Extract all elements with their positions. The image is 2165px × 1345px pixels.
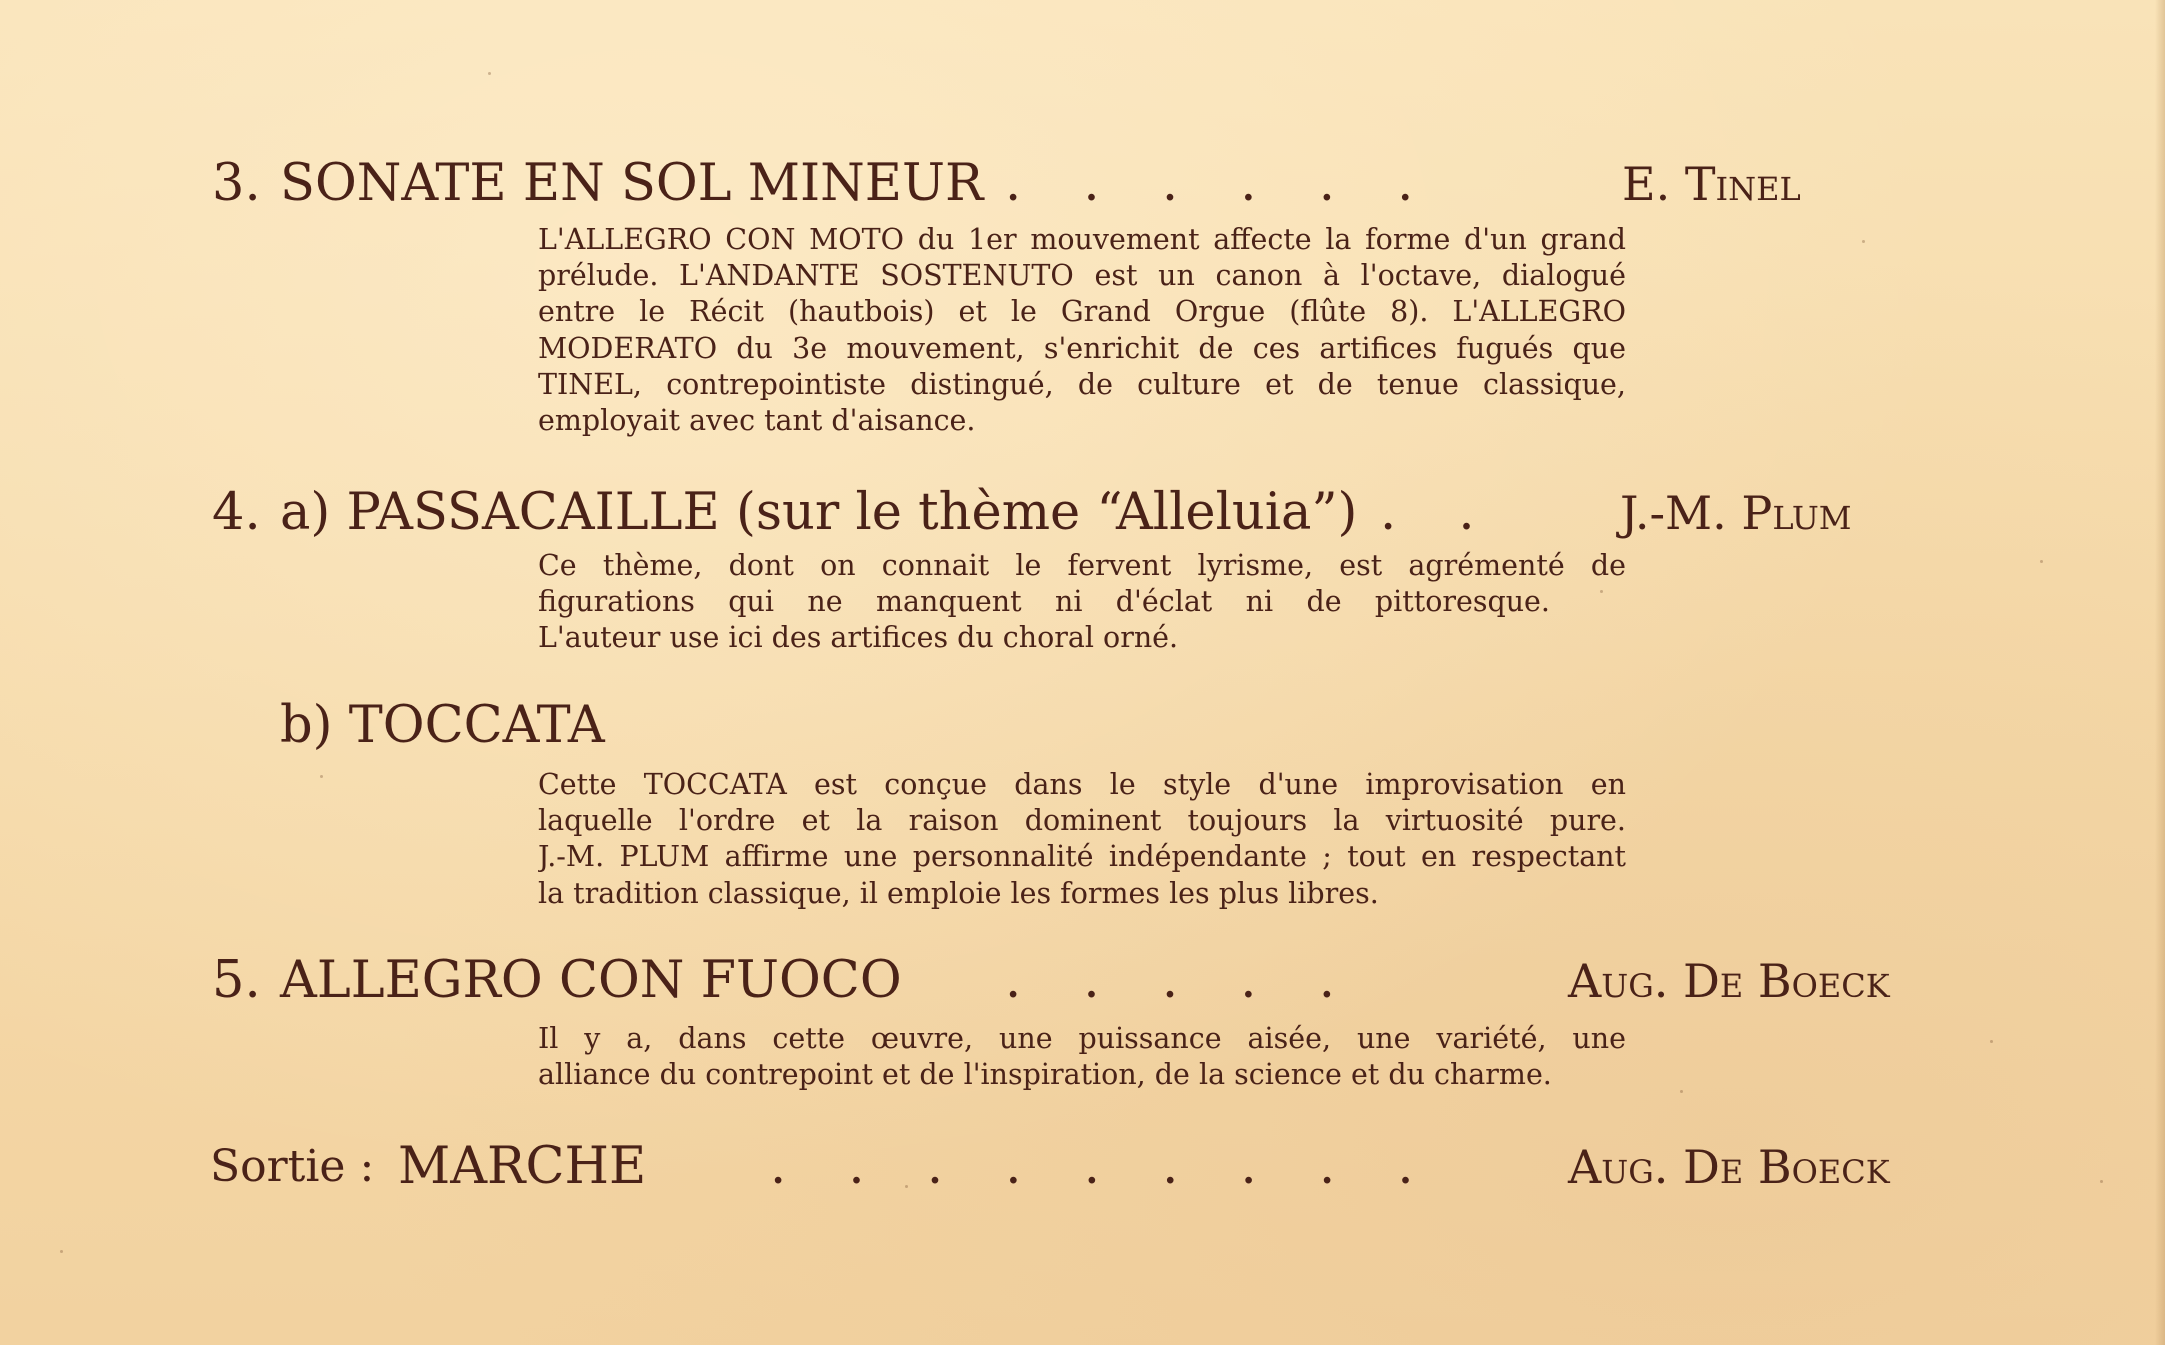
program-sortie bbox=[0, 1137, 2165, 1197]
description-line: L'ALLEGRO CON MOTO du 1er mouvement affecte la forme d'un grand bbox=[538, 223, 1626, 256]
leader-dots: . . bbox=[1380, 483, 1479, 542]
description-line: laquelle l'ordre et la raison dominent toujours la virtuosité pure. bbox=[538, 804, 1626, 838]
item-description bbox=[538, 1021, 1626, 1093]
item-number: 3. bbox=[212, 154, 261, 213]
paper-speck bbox=[320, 775, 323, 778]
program-item-toccata bbox=[0, 696, 2165, 756]
leader-dots: . . . . . bbox=[1005, 951, 1339, 1010]
item-title: SONATE EN SOL MINEUR bbox=[280, 154, 984, 213]
composer-name: E. Tinel bbox=[1622, 157, 1801, 211]
program-item-sonate bbox=[0, 154, 2165, 214]
program-item-allegro bbox=[0, 951, 2165, 1011]
item-description bbox=[538, 767, 1626, 912]
description-line: la tradition classique, il emploie les formes les plus libres. bbox=[538, 876, 1379, 910]
sortie-label: Sortie : bbox=[210, 1141, 375, 1192]
program-item-passacaille bbox=[0, 483, 2165, 543]
description-line: employait avec tant d'aisance. bbox=[538, 404, 976, 438]
description-line: J.-M. PLUM affirme une personnalité indépendante ; tout en respectant bbox=[538, 840, 1626, 874]
paper-speck bbox=[488, 72, 491, 75]
description-line: Cette TOCCATA est conçue dans le style d'une improvisation en bbox=[538, 768, 1626, 801]
item-title: a) PASSACAILLE (sur le thème “Alleluia”) bbox=[280, 483, 1358, 542]
description-line: prélude. L'ANDANTE SOSTENUTO est un canon à l'octave, dialogué bbox=[538, 259, 1626, 293]
description-line: figurations qui ne manquent ni d'éclat ni de pittoresque. bbox=[538, 585, 1550, 619]
leader-dots: . . . . . . . . . bbox=[770, 1137, 1418, 1196]
paper-speck bbox=[1990, 1040, 1993, 1043]
paper-speck bbox=[60, 1250, 63, 1253]
paper-speck bbox=[2040, 560, 2043, 563]
item-number: 4. bbox=[212, 483, 261, 542]
item-title: MARCHE bbox=[398, 1137, 647, 1196]
item-number: 5. bbox=[212, 951, 261, 1010]
item-title: ALLEGRO CON FUOCO bbox=[280, 951, 902, 1010]
description-line: entre le Récit (hautbois) et le Grand Orgue (flûte 8). L'ALLEGRO bbox=[538, 295, 1626, 329]
item-description bbox=[538, 222, 1626, 439]
description-line: MODERATO du 3e mouvement, s'enrichit de ces artifices fugués que bbox=[538, 331, 1626, 365]
composer-name: Aug. De Boeck bbox=[1568, 1140, 1890, 1194]
leader-dots: . . . . . . bbox=[1005, 154, 1418, 213]
description-line: Ce thème, dont on connait le fervent lyrisme, est agrémenté de bbox=[538, 549, 1626, 582]
description-line: TINEL, contrepointiste distingué, de culture et de tenue classique, bbox=[538, 367, 1626, 401]
paper-speck bbox=[1862, 240, 1865, 243]
paper-speck bbox=[1680, 1090, 1683, 1093]
description-line: L'auteur use ici des artifices du choral orné. bbox=[538, 621, 1179, 655]
item-description bbox=[538, 548, 1626, 657]
composer-name: J.-M. Plum bbox=[1620, 486, 1852, 540]
composer-name: Aug. De Boeck bbox=[1568, 954, 1890, 1008]
description-line: Il y a, dans cette œuvre, une puissance aisée, une variété, une bbox=[538, 1022, 1626, 1055]
item-title: b) TOCCATA bbox=[280, 696, 605, 755]
description-line: alliance du contrepoint et de l'inspiration, de la science et du charme. bbox=[538, 1058, 1552, 1092]
